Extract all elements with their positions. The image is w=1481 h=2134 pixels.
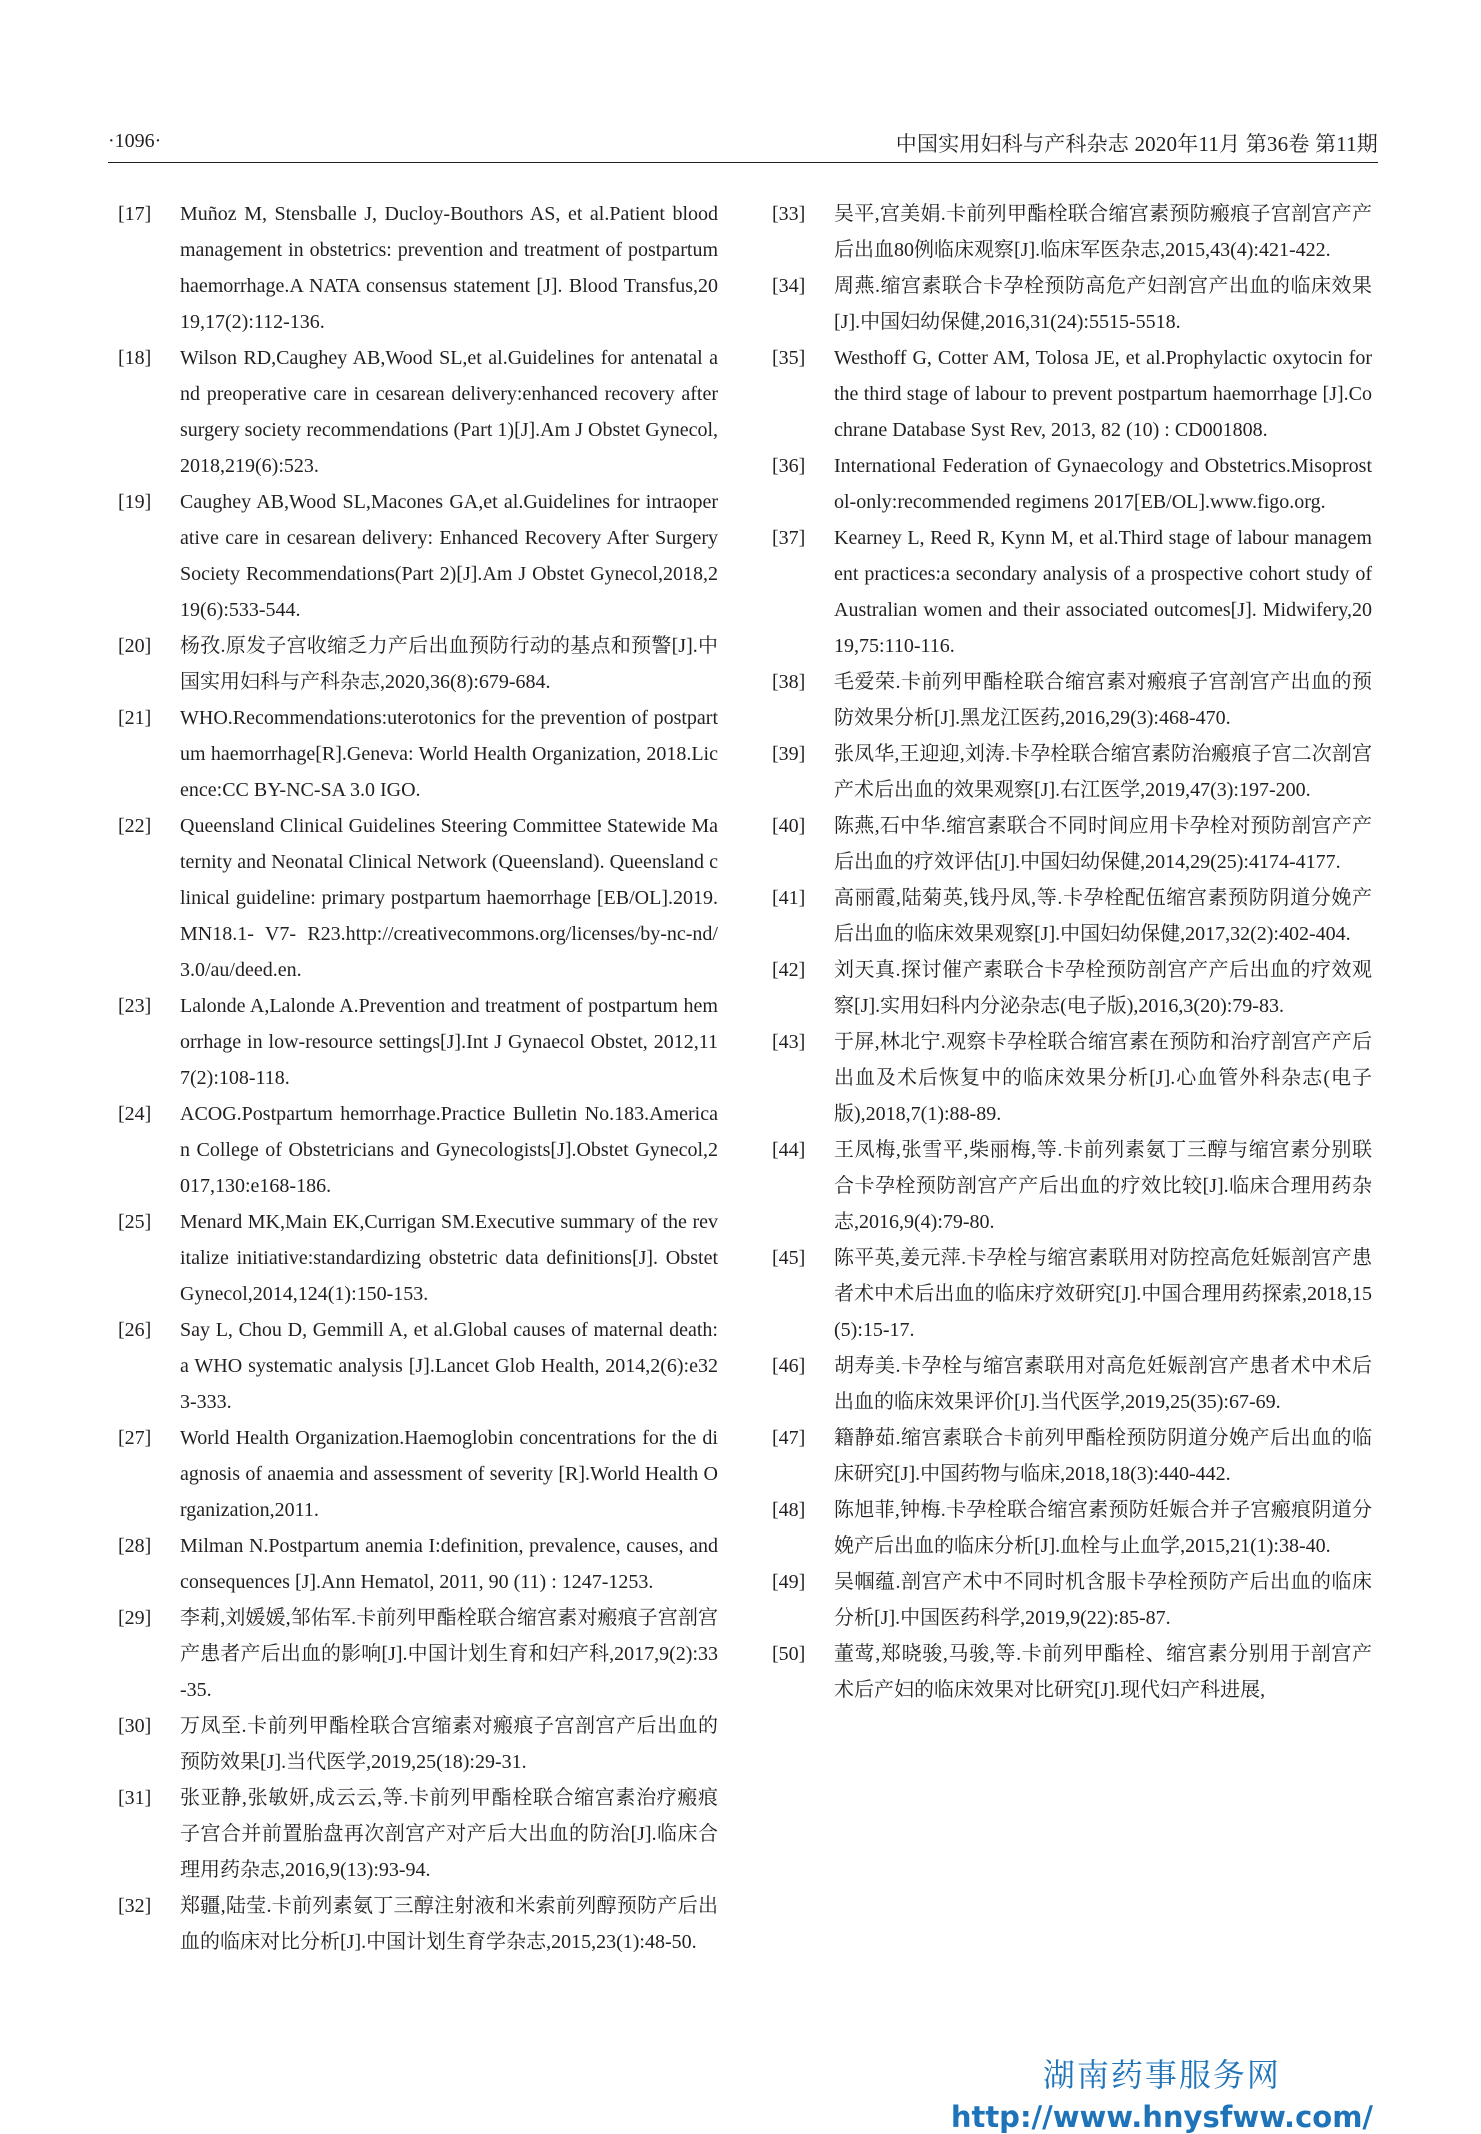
watermark-site-name: 湖南药事服务网 <box>1042 2056 1281 2094</box>
reference-column-right <box>772 196 1372 1708</box>
reference-text: 万凤至.卡前列甲酯栓联合宫缩素对瘢痕子宫剖宫产后出血的预防效果[J].当代医学,2019,25(18):29-31. <box>180 1715 718 1773</box>
reference-text: 高丽霞,陆菊英,钱丹凤,等.卡孕栓配伍缩宫素预防阴道分娩产后出血的临床效果观察[J].中国妇幼保健,2017,32(2):402-404. <box>834 887 1372 945</box>
reference-number: [29] <box>118 1607 152 1629</box>
reference-entry <box>772 952 1372 1024</box>
reference-entry <box>118 988 718 1096</box>
reference-number: [27] <box>118 1427 152 1449</box>
reference-entry <box>118 340 718 484</box>
reference-column-left <box>118 196 718 1960</box>
reference-text: Wilson RD,Caughey AB,Wood SL,et al.Guidelines for antenatal and preoperative care in cesarean delivery:enhanced recovery after surgery society recommendations (Part 1)[J].Am J Obstet Gynecol,2018,219(6):523. <box>180 347 718 477</box>
reference-entry <box>772 664 1372 736</box>
reference-number: [48] <box>772 1499 806 1521</box>
reference-entry <box>772 1348 1372 1420</box>
watermark <box>951 2050 1373 2134</box>
reference-text: 王凤梅,张雪平,柴丽梅,等.卡前列素氨丁三醇与缩宫素分别联合卡孕栓预防剖宫产产后出血的疗效比较[J].临床合理用药杂志,2016,9(4):79-80. <box>834 1139 1372 1233</box>
header-rule <box>108 162 1378 163</box>
reference-text: 籍静茹.缩宫素联合卡前列甲酯栓预防阴道分娩产后出血的临床研究[J].中国药物与临床,2018,18(3):440-442. <box>834 1427 1372 1485</box>
reference-text: Muñoz M, Stensballe J, Ducloy-Bouthors AS, et al.Patient blood management in obstetrics: prevention and treatment of postpartum haemorrhage.A NATA consensus statement [J]. Blood Transfus,2019,17(2):112-136. <box>180 203 718 333</box>
reference-entry <box>118 1096 718 1204</box>
reference-text: 李莉,刘媛媛,邹佑军.卡前列甲酯栓联合缩宫素对瘢痕子宫剖宫产患者产后出血的影响[J].中国计划生育和妇产科,2017,9(2):33-35. <box>180 1607 718 1701</box>
reference-number: [24] <box>118 1103 152 1125</box>
reference-text: 胡寿美.卡孕栓与缩宫素联用对高危妊娠剖宫产患者术中术后出血的临床效果评价[J].当代医学,2019,25(35):67-69. <box>834 1355 1372 1413</box>
reference-number: [45] <box>772 1247 806 1269</box>
reference-number: [38] <box>772 671 806 693</box>
reference-number: [40] <box>772 815 806 837</box>
reference-text: 吴帼蕴.剖宫产术中不同时机含服卡孕栓预防产后出血的临床分析[J].中国医药科学,2019,9(22):85-87. <box>834 1571 1372 1629</box>
reference-text: Caughey AB,Wood SL,Macones GA,et al.Guidelines for intraoperative care in cesarean delivery: Enhanced Recovery After Surgery Society Recommendations(Part 2)[J].Am J Obstet Gynecol,2018,219(6):533-544. <box>180 491 718 621</box>
page-number: ·1096· <box>108 130 162 152</box>
reference-entry <box>118 1528 718 1600</box>
reference-entry <box>118 1420 718 1528</box>
reference-number: [25] <box>118 1211 152 1233</box>
reference-entry <box>118 1780 718 1888</box>
reference-entry <box>118 1708 718 1780</box>
reference-number: [42] <box>772 959 806 981</box>
reference-number: [50] <box>772 1643 806 1665</box>
watermark-url[interactable]: http://www.hnysfww.com/ <box>950 2100 1373 2134</box>
reference-entry <box>118 628 718 700</box>
reference-text: Kearney L, Reed R, Kynn M, et al.Third stage of labour management practices:a secondary analysis of a prospective cohort study of Australian women and their associated outcomes[J]. Midwifery,2019,75:110-116. <box>834 527 1372 657</box>
reference-text: 毛爱荣.卡前列甲酯栓联合缩宫素对瘢痕子宫剖宫产出血的预防效果分析[J].黑龙江医药,2016,29(3):468-470. <box>834 671 1372 729</box>
reference-number: [32] <box>118 1895 152 1917</box>
reference-number: [34] <box>772 275 806 297</box>
reference-number: [18] <box>118 347 152 369</box>
reference-entry <box>118 808 718 988</box>
reference-entry <box>772 1636 1372 1708</box>
reference-number: [23] <box>118 995 152 1017</box>
reference-number: [35] <box>772 347 806 369</box>
reference-text: 张亚静,张敏妍,成云云,等.卡前列甲酯栓联合缩宫素治疗瘢痕子宫合并前置胎盘再次剖宫产对产后大出血的防治[J].临床合理用药杂志,2016,9(13):93-94. <box>180 1787 718 1881</box>
reference-entry <box>772 808 1372 880</box>
reference-text: ACOG.Postpartum hemorrhage.Practice Bulletin No.183.American College of Obstetricians and Gynecologists[J].Obstet Gynecol,2017,130:e168-186. <box>180 1103 718 1197</box>
reference-entry <box>772 340 1372 448</box>
reference-entry <box>118 700 718 808</box>
reference-text: 张凤华,王迎迎,刘涛.卡孕栓联合缩宫素防治瘢痕子宫二次剖宫产术后出血的效果观察[J].右江医学,2019,47(3):197-200. <box>834 743 1372 801</box>
reference-entry <box>772 196 1372 268</box>
reference-text: Milman N.Postpartum anemia I:definition, prevalence, causes, and consequences [J].Ann Hematol, 2011, 90 (11) : 1247-1253. <box>180 1535 718 1593</box>
reference-number: [26] <box>118 1319 152 1341</box>
reference-entry <box>118 1312 718 1420</box>
reference-text: 陈燕,石中华.缩宫素联合不同时间应用卡孕栓对预防剖宫产产后出血的疗效评估[J].中国妇幼保健,2014,29(25):4174-4177. <box>834 815 1372 873</box>
reference-text: 周燕.缩宫素联合卡孕栓预防高危产妇剖宫产出血的临床效果[J].中国妇幼保健,2016,31(24):5515-5518. <box>834 275 1372 333</box>
reference-number: [20] <box>118 635 152 657</box>
reference-number: [41] <box>772 887 806 909</box>
reference-number: [30] <box>118 1715 152 1737</box>
journal-citation: 中国实用妇科与产科杂志 2020年11月 第36卷 第11期 <box>895 132 1378 156</box>
reference-number: [17] <box>118 203 152 225</box>
reference-entry <box>118 1204 718 1312</box>
reference-text: Say L, Chou D, Gemmill A, et al.Global causes of maternal death: a WHO systematic analysis [J].Lancet Glob Health, 2014,2(6):e323-333. <box>180 1319 718 1413</box>
running-header <box>108 122 1378 162</box>
reference-text: 吴平,宫美娟.卡前列甲酯栓联合缩宫素预防瘢痕子宫剖宫产产后出血80例临床观察[J].临床军医杂志,2015,43(4):421-422. <box>834 203 1372 261</box>
reference-entry <box>772 1132 1372 1240</box>
reference-text: 陈平英,姜元萍.卡孕栓与缩宫素联用对防控高危妊娠剖宫产患者术中术后出血的临床疗效研究[J].中国合理用药探索,2018,15(5):15-17. <box>834 1247 1372 1341</box>
reference-text: Lalonde A,Lalonde A.Prevention and treatment of postpartum hemorrhage in low-resource settings[J].Int J Gynaecol Obstet, 2012,117(2):108-118. <box>180 995 718 1089</box>
reference-entry <box>772 520 1372 664</box>
reference-entry <box>772 268 1372 340</box>
reference-text: 郑疆,陆莹.卡前列素氨丁三醇注射液和米索前列醇预防产后出血的临床对比分析[J].中国计划生育学杂志,2015,23(1):48-50. <box>180 1895 718 1953</box>
reference-text: 于屏,林北宁.观察卡孕栓联合缩宫素在预防和治疗剖宫产产后出血及术后恢复中的临床效果分析[J].心血管外科杂志(电子版),2018,7(1):88-89. <box>834 1031 1372 1125</box>
reference-entry <box>772 880 1372 952</box>
reference-number: [37] <box>772 527 806 549</box>
reference-entry <box>772 1492 1372 1564</box>
reference-entry <box>772 448 1372 520</box>
reference-number: [44] <box>772 1139 806 1161</box>
reference-entry <box>118 484 718 628</box>
reference-number: [33] <box>772 203 806 225</box>
reference-number: [49] <box>772 1571 806 1593</box>
reference-number: [31] <box>118 1787 152 1809</box>
reference-text: World Health Organization.Haemoglobin concentrations for the diagnosis of anaemia and assessment of severity [R].World Health Organization,2011. <box>180 1427 718 1521</box>
reference-text: 刘天真.探讨催产素联合卡孕栓预防剖宫产产后出血的疗效观察[J].实用妇科内分泌杂志(电子版),2016,3(20):79-83. <box>834 959 1372 1017</box>
reference-number: [39] <box>772 743 806 765</box>
reference-text: 杨孜.原发子宫收缩乏力产后出血预防行动的基点和预警[J].中国实用妇科与产科杂志,2020,36(8):679-684. <box>180 635 718 693</box>
reference-text: WHO.Recommendations:uterotonics for the prevention of postpartum haemorrhage[R].Geneva: World Health Organization, 2018.Licence:CC BY-NC-SA 3.0 IGO. <box>180 707 718 801</box>
reference-text: International Federation of Gynaecology and Obstetrics.Misoprostol-only:recommended regimens 2017[EB/OL].www.figo.org. <box>834 455 1372 513</box>
reference-number: [36] <box>772 455 806 477</box>
reference-entry <box>772 1240 1372 1348</box>
reference-entry <box>118 196 718 340</box>
reference-entry <box>772 1564 1372 1636</box>
reference-entry <box>118 1888 718 1960</box>
reference-entry <box>772 736 1372 808</box>
reference-entry <box>118 1600 718 1708</box>
reference-number: [47] <box>772 1427 806 1449</box>
reference-entry <box>772 1024 1372 1132</box>
reference-number: [21] <box>118 707 152 729</box>
reference-number: [43] <box>772 1031 806 1053</box>
reference-text: 董莺,郑晓骏,马骏,等.卡前列甲酯栓、缩宫素分别用于剖宫产术后产妇的临床效果对比研究[J].现代妇产科进展, <box>834 1643 1372 1701</box>
reference-number: [19] <box>118 491 152 513</box>
reference-entry <box>772 1420 1372 1492</box>
reference-number: [28] <box>118 1535 152 1557</box>
reference-text: Menard MK,Main EK,Currigan SM.Executive summary of the revitalize initiative:standardizing obstetric data definitions[J]. Obstet Gynecol,2014,124(1):150-153. <box>180 1211 718 1305</box>
reference-text: Queensland Clinical Guidelines Steering Committee Statewide Maternity and Neonatal Clinical Network (Queensland). Queensland clinical guideline: primary postpartum haemorrhage [EB/OL].2019.MN18.1- V7- R23.http://creativecommons.org/licenses/by-nc-nd/3.0/au/deed.en. <box>180 815 718 981</box>
reference-text: Westhoff G, Cotter AM, Tolosa JE, et al.Prophylactic oxytocin for the third stage of labour to prevent postpartum haemorrhage [J].Cochrane Database Syst Rev, 2013, 82 (10) : CD001808. <box>834 347 1372 441</box>
reference-number: [22] <box>118 815 152 837</box>
reference-text: 陈旭菲,钟梅.卡孕栓联合缩宫素预防妊娠合并子宫瘢痕阴道分娩产后出血的临床分析[J].血栓与止血学,2015,21(1):38-40. <box>834 1499 1372 1557</box>
reference-number: [46] <box>772 1355 806 1377</box>
